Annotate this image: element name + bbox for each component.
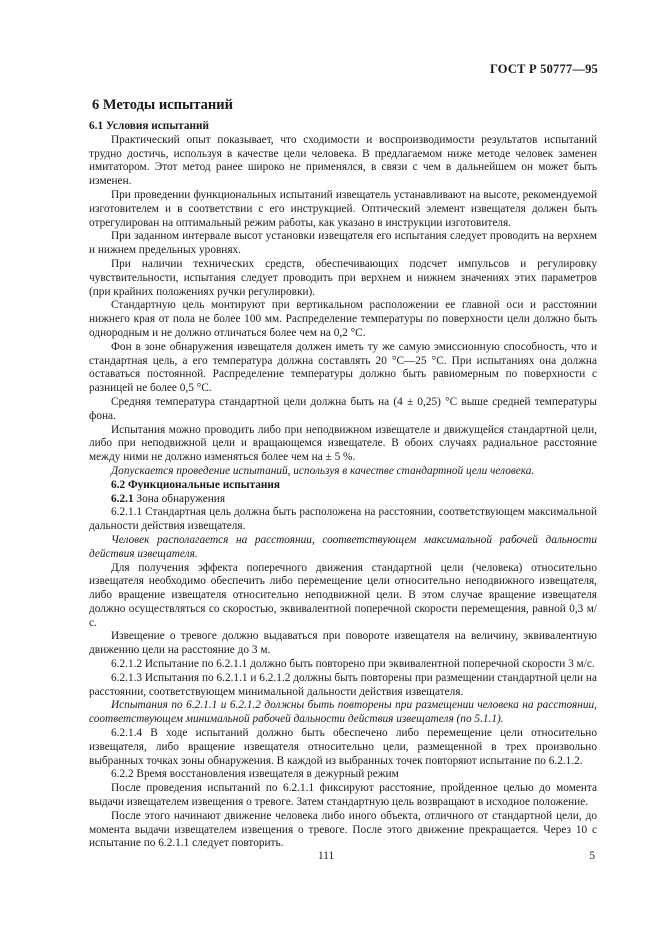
paragraph-italic: Человек располагается на расстоянии, соответствующем максимальной рабочей дальности действия извещателя.: [89, 533, 597, 560]
paragraph: При заданном интервале высот установки извещателя его испытания следует проводить на верхнем и нижнем предельных уровнях.: [89, 230, 597, 257]
clause-6-2-1: [89, 493, 597, 507]
paragraph: Испытания можно проводить либо при неподвижном извещателе и движущейся стандартной цели, либо при неподвижной цели и вращающемся извещателе. В обоих случаях радиальное расстояние между ними не должно изменяться более чем на ± 5 %.: [89, 423, 597, 464]
standard-number: ГОСТ Р 50777—95: [489, 62, 598, 76]
subsection-title-6-2-text: 6.2 Функциональные испытания: [111, 478, 281, 491]
clause-6-2-2: 6.2.2 Время восстановления извещателя в дежурный режим: [111, 768, 399, 781]
paragraph: При проведении функциональных испытаний извещатель устанавливают на высоте, рекомендуемой изготовителем и в соответствии с его инструкцией. Оптический элемент извещателя должен быть отрегулирован на оптимальный режим работы, как указано в инструкции изготовителя.: [89, 188, 597, 229]
page-content: [89, 96, 597, 851]
subsection-title-6-2: [89, 479, 597, 493]
page-number: 111: [318, 850, 335, 862]
paragraph: Извещение о тревоге должно выдаваться при повороте извещателя на величину, эквивалентную движению цели на расстояние до 3 м.: [89, 630, 597, 657]
paragraph-italic: Допускается проведение испытаний, используя в качестве стандартной цели человека.: [111, 464, 535, 477]
paragraph: Практический опыт показывает, что сходимости и воспроизводимости результатов испытаний трудно достичь, используя в качестве цели человека. В предлагаемом ниже методе человек заменен имитатором. Этот метод ранее широко не применялся, в связи с чем в дальнейшем он может быть изменен.: [89, 133, 597, 188]
paragraph-italic: Испытания по 6.2.1.1 и 6.2.1.2 должны быть повторены при размещении человека на расстоянии, соответствующем минимальной рабочей дальности действия извещателя (по 5.1.1).: [89, 699, 597, 726]
clause-number: 6.2.1: [111, 492, 134, 505]
paragraph: Стандартную цель монтируют при вертикальном расположении ее главной оси и расстоянии нижнего края от пола не более 100 мм. Распределение температуры по поверхности цели должно быть однородным и не должно отличаться более чем на 0,2 °С.: [89, 299, 597, 339]
paragraph: После этого начинают движение человека либо иного объекта, отличного от стандартной цели, до момента выдачи извещателем извещения о тревоге. После этого движение прекращается. Через 10 с испытание по 6.2.1.1 следует повторить.: [89, 809, 597, 850]
paragraph: 6.2.1.2 Испытание по 6.2.1.1 должно быть повторено при эквивалентной поперечной скорости 3 м/с.: [111, 658, 595, 671]
paragraph: 6.2.1.3 Испытания по 6.2.1.1 и 6.2.1.2 должны быть повторены при размещении стандартной цели на расстоянии, соответствующем минимальной дальности действия извещателя.: [89, 671, 597, 698]
sheet-number: 5: [589, 850, 595, 862]
paragraph: Фон в зоне обнаружения извещателя должен иметь ту же самую эмиссионную способность, что и стандартная цель, а его температура должна составлять 20 °С—25 °С. При испытаниях она должна оставаться постоянной. Распределение температуры должно быть равиомерным по поверхности с разницей не более 0,5 °С.: [89, 340, 597, 395]
paragraph: 6.2.1.1 Стандартная цель должна быть расположена на расстоянии, соответствующем максимальной дальности действия извещателя.: [89, 506, 597, 533]
paragraph: 6.2.1.4 В ходе испытаний должно быть обеспечено либо перемещение цели относительно извещателя, либо вращение извещателя относительно цели, размещенной в трех произвольно выбранных точках зоны обнаружения. В каждой из выбранных точек повторяют испытание по 6.2.1.2.: [89, 727, 597, 767]
paragraph: Средняя температура стандартной цели должна быть на (4 ± 0,25) °С выше средней температуры фона.: [89, 395, 597, 422]
paragraph: После проведения испытаний по 6.2.1.1 фиксируют расстояние, пройденное целью до момента выдачи извещателем извещения о тревоге. Затем стандартную цель возвращают в исходное положение.: [89, 782, 597, 809]
section-title: 6 Методы испытаний: [92, 97, 233, 113]
subsection-title-6-1: 6.1 Условия испытаний: [89, 120, 209, 132]
paragraph: Для получения эффекта поперечного движения стандартной цели (человека) относительно извещателя необходимо обеспечить либо перемещение цели относительно неподвижного извещателя, либо вращение извещателя относительно неподвижной цели. В этом случае вращение извещателя должно осуществляться со скоростью, эквивалентной поперечной скорости перемещения, равной 0,3 м/с.: [89, 561, 597, 629]
paragraph: При наличии технических средств, обеспечивающих подсчет импульсов и регулировку чувствительности, испытания следует проводить при верхнем и нижнем значениях этих параметров (при крайних положениях ручки регулировки).: [89, 257, 597, 298]
clause-title: Зона обнаружения: [133, 492, 226, 505]
